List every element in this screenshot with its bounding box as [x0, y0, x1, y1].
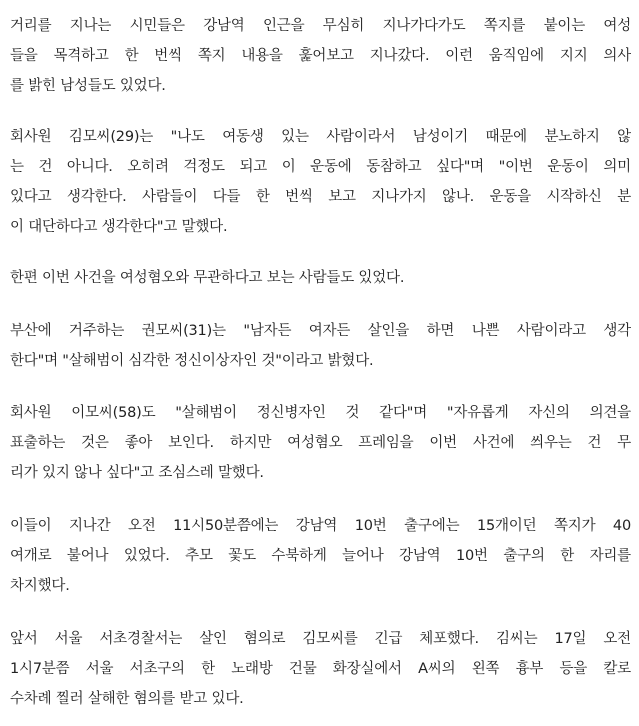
paragraph-line: 한다"며 "살해범이 심각한 정신이상자인 것"이라고 밝혔다.: [10, 353, 374, 369]
paragraph-line: 한편 이번 사건을 여성혐오와 무관하다고 보는 사람들도 있었다.: [10, 270, 405, 286]
paragraph-line: 표출하는 것은 좋아 보인다. 하지만 여성혐오 프레임을 이번 사건에 씌우는 건 무: [10, 435, 631, 451]
paragraph-line: 는 건 아니다. 오히려 걱정도 되고 이 운동에 동참하고 싶다"며 "이번 운동이 의미: [10, 159, 631, 175]
paragraph-line: 거리를 지나는 시민들은 강남역 인근을 무심히 지나가다가도 쪽지를 붙이는 여성: [10, 18, 631, 34]
paragraph-line: 리가 있지 않나 싶다"고 조심스레 말했다.: [10, 465, 264, 481]
paragraph-line: 이 대단하다고 생각한다"고 말했다.: [10, 219, 228, 235]
paragraph-line: 앞서 서울 서초경찰서는 살인 혐의로 김모씨를 긴급 체포했다. 김씨는 17일 오전: [10, 631, 631, 647]
paragraph-line: 부산에 거주하는 권모씨(31)는 "남자든 여자든 살인을 하면 나쁜 사람이라고 생각: [10, 323, 631, 339]
paragraph-line: 를 밝힌 남성들도 있었다.: [10, 78, 166, 94]
paragraph-line: 들을 목격하고 한 번씩 쪽지 내용을 훑어보고 지나갔다. 이런 움직임에 지지 의사: [10, 48, 631, 64]
paragraph-line: 수차례 찔러 살해한 혐의를 받고 있다.: [10, 691, 244, 707]
paragraph-line: 차지했다.: [10, 578, 70, 594]
paragraph-line: 회사원 이모씨(58)도 "살해범이 정신병자인 것 같다"며 "자유롭게 자신의 의견을: [10, 405, 631, 421]
paragraph-line: 이들이 지나간 오전 11시50분쯤에는 강남역 10번 출구에는 15개이던 쪽지가 40: [10, 518, 631, 534]
paragraph-line: 1시7분쯤 서울 서초구의 한 노래방 건물 화장실에서 A씨의 왼쪽 흉부 등을 칼로: [10, 661, 631, 677]
paragraph-line: 있다고 생각한다. 사람들이 다들 한 번씩 보고 지나가지 않나. 운동을 시작하신 분: [10, 189, 631, 205]
paragraph-line: 여개로 불어나 있었다. 추모 꽃도 수북하게 늘어나 강남역 10번 출구의 한 자리를: [10, 548, 631, 564]
paragraph-line: 회사원 김모씨(29)는 "나도 여동생 있는 사람이라서 남성이기 때문에 분노하지 않: [10, 129, 631, 145]
